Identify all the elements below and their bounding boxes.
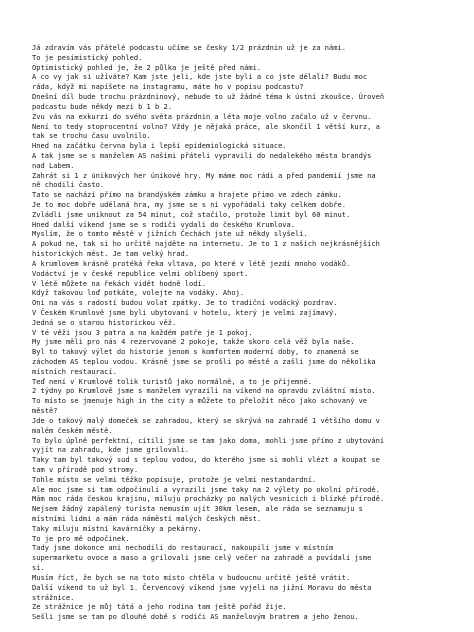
text-line: Vodáctví je v české republice velmi oblíbený sport. bbox=[32, 268, 249, 278]
text-line: Taky tam byl takový sud s teplou vodou, do kterého jsme si mohli vlézt a koupat se bbox=[32, 455, 380, 465]
text-line: Zvládli jsme uniknout za 54 minut, což stačilo, protože limit byl 60 minut. bbox=[32, 209, 351, 219]
text-line: městě? bbox=[32, 406, 58, 416]
text-line: Dnešní díl bude trochu prázdninový, nebude to už žádné téma k ústní zkoušce. Úroveň bbox=[32, 92, 385, 102]
text-line: Myslím, že o tomto městě v jižních Čechách jste už někdy slyšeli. bbox=[32, 229, 308, 239]
text-line: historických měst. Je tam velký hrad. bbox=[32, 249, 189, 259]
text-line: podcastu bude někdy mezi b 1 b 2. bbox=[32, 101, 173, 111]
text-line: To místo se jmenuje high in the city a můžete to přeložit něco jako schovaný ve bbox=[32, 396, 368, 406]
text-line: Oni na vás s radostí budou volat zpátky. Je to tradiční vodácký pozdrav. bbox=[32, 298, 338, 308]
text-line: Sešli jsme se tam po dlouhé době s rodiči AS manželovým bratrem a jeho ženou. bbox=[32, 612, 359, 622]
text-line: malém českém městě. bbox=[32, 425, 113, 435]
document-body bbox=[32, 43, 464, 622]
text-line: Jedná se o starou historickou věž. bbox=[32, 317, 177, 327]
text-line: místních restaurací. bbox=[32, 366, 117, 376]
text-line: A pokud ne, tak si ho určitě najděte na internetu. Je to 1 z našich nejkrásnějších bbox=[32, 239, 380, 249]
text-line: Ze strážnice je můj tátá a jeho rodina tam ještě pořád žije. bbox=[32, 602, 287, 612]
text-line: Tady jsme dokonce ani nechodili do restaurací, nakoupili jsme v místním bbox=[32, 543, 334, 553]
text-line: nad Labem. bbox=[32, 160, 75, 170]
text-line: si. bbox=[32, 563, 45, 573]
text-line: Optimistický pohled je, že 2 půlka je ještě před námi. bbox=[32, 62, 262, 72]
text-line: Zahrát si 1 z únikových her únikové hry. My máme moc rádi a před pandemií jsme na bbox=[32, 170, 376, 180]
text-line: tam v přírodě pod stromy. bbox=[32, 464, 139, 474]
text-line: vyjít na zahradu, kde jsme grilovali. bbox=[32, 445, 189, 455]
text-line: V létě můžete na řekách vidět hodně lodí. bbox=[32, 278, 206, 288]
text-line: Teď není v Krumlově tolik turistů jako normálně, a to je příjemné. bbox=[32, 376, 313, 386]
text-line: supermarketu ovoce a maso a grilovali jsme celý večer na zahradě a povídali jsme bbox=[32, 553, 372, 563]
text-line: Taky miluju místní kavárničky a pekárny. bbox=[32, 523, 202, 533]
text-line: strážnice. bbox=[32, 592, 75, 602]
text-line: A tak jsme se s manželem AS našimi přáteli vypravili do nedalekého města brandýs bbox=[32, 150, 372, 160]
text-line: Zvu vás na exkurzi do svého světa prázdnin a léta moje volno začalo už v červnu. bbox=[32, 111, 372, 121]
text-line: Další víkend to už byl 1. Červencový víkend jsme vyjeli na jižní Moravu do města bbox=[32, 582, 372, 592]
text-line: Hned na začátku června byla i lepší epidemiologická situace. bbox=[32, 141, 287, 151]
text-line: To je pro mě odpočinek. bbox=[32, 533, 130, 543]
text-line: To je pesimistický pohled. bbox=[32, 52, 143, 62]
text-line: A co vy jak si užíváte? Kam jste jeli, kde jste byli a co jste dělali? Budu moc bbox=[32, 72, 368, 82]
text-line: ně chodili často. bbox=[32, 180, 105, 190]
text-line: V Českém Krumlově jsme byli ubytovaní v hotelu, který je velmi zajímavý. bbox=[32, 307, 338, 317]
text-line: A krumlovem krásně protéká řeka vltava, po které v létě jezdí mnoho vodáků. bbox=[32, 258, 351, 268]
text-line: Ale moc jsme si tam odpočinuli a vyrazili jsme taky na 2 výlety po okolní přírodě. bbox=[32, 484, 380, 494]
text-line: Musím říct, že bych se na toto místo chtěla v budoucnu určitě ještě vrátit. bbox=[32, 572, 351, 582]
text-line: Byl to takový výlet do historie jenom s komfortem moderní doby, to znamená se bbox=[32, 347, 359, 357]
text-line: Je to moc dobře udělaná hra, my jsme se s ní vypořádali taky celkem dobře. bbox=[32, 200, 346, 209]
text-line: Když takovou loď potkáte, volejte na vodáky. Ahoj. bbox=[32, 288, 245, 298]
text-line: Já zdravím vás přátelé podcastu učíme se česky 1/2 prázdnin už je za námi. bbox=[32, 43, 346, 52]
text-line: záchodem AS teplou vodou. Krásně jsme se prošli po městě a zašli jsme do několika bbox=[32, 357, 376, 366]
text-line: Tato se nachází přímo na brandýském zámku a hrajete přímo ve zdech zámku. bbox=[32, 190, 342, 200]
text-line: místními lidmi a mám ráda náměstí malých českých měst. bbox=[32, 514, 262, 523]
text-line: V té věži jsou 3 patra a na každém patře je 1 pokoj. bbox=[32, 327, 253, 337]
text-line: ráda, když mi napíšete na instagramu, máte ho v popisu podcastu? bbox=[32, 82, 304, 92]
text-line: Není to tedy stoprocentní volno? Vždy je nějaká práce, ale skončil 1 větší kurz, a bbox=[32, 121, 380, 131]
text-line: tak se trochu času uvolnilo. bbox=[32, 131, 151, 141]
text-line: Tohle místo se velmi těžko popisuje, protože je velmi nestandardní. bbox=[32, 474, 317, 484]
text-line: Jde o takový malý domeček se zahradou, který se skrývá na zahradě 1 většího domu v bbox=[32, 415, 380, 425]
text-line: Nejsem žádný zapálený turista nemusím ujít 30km lesem, ale ráda se seznamuju s bbox=[32, 504, 363, 514]
text-line: Mám moc ráda českou krajinu, miluju procházky po malých vesnicích i blízké přírodě. bbox=[32, 494, 385, 504]
text-line: My jsme měli pro nás 4 rezervované 2 pokoje, takže skoro celá věž byla naše. bbox=[32, 337, 355, 347]
text-line: 2 týdny po Krumlově jsme s manželem vyrazili na víkend na opravdu zvláštní místo. bbox=[32, 386, 376, 396]
text-line: To bylo úplně perfektní, cítili jsme se tam jako doma, mohli jsme přímo z ubytování bbox=[32, 435, 385, 445]
text-line: Hned další víkend jsme se s rodiči vydali do českého Krumlova. bbox=[32, 219, 296, 229]
